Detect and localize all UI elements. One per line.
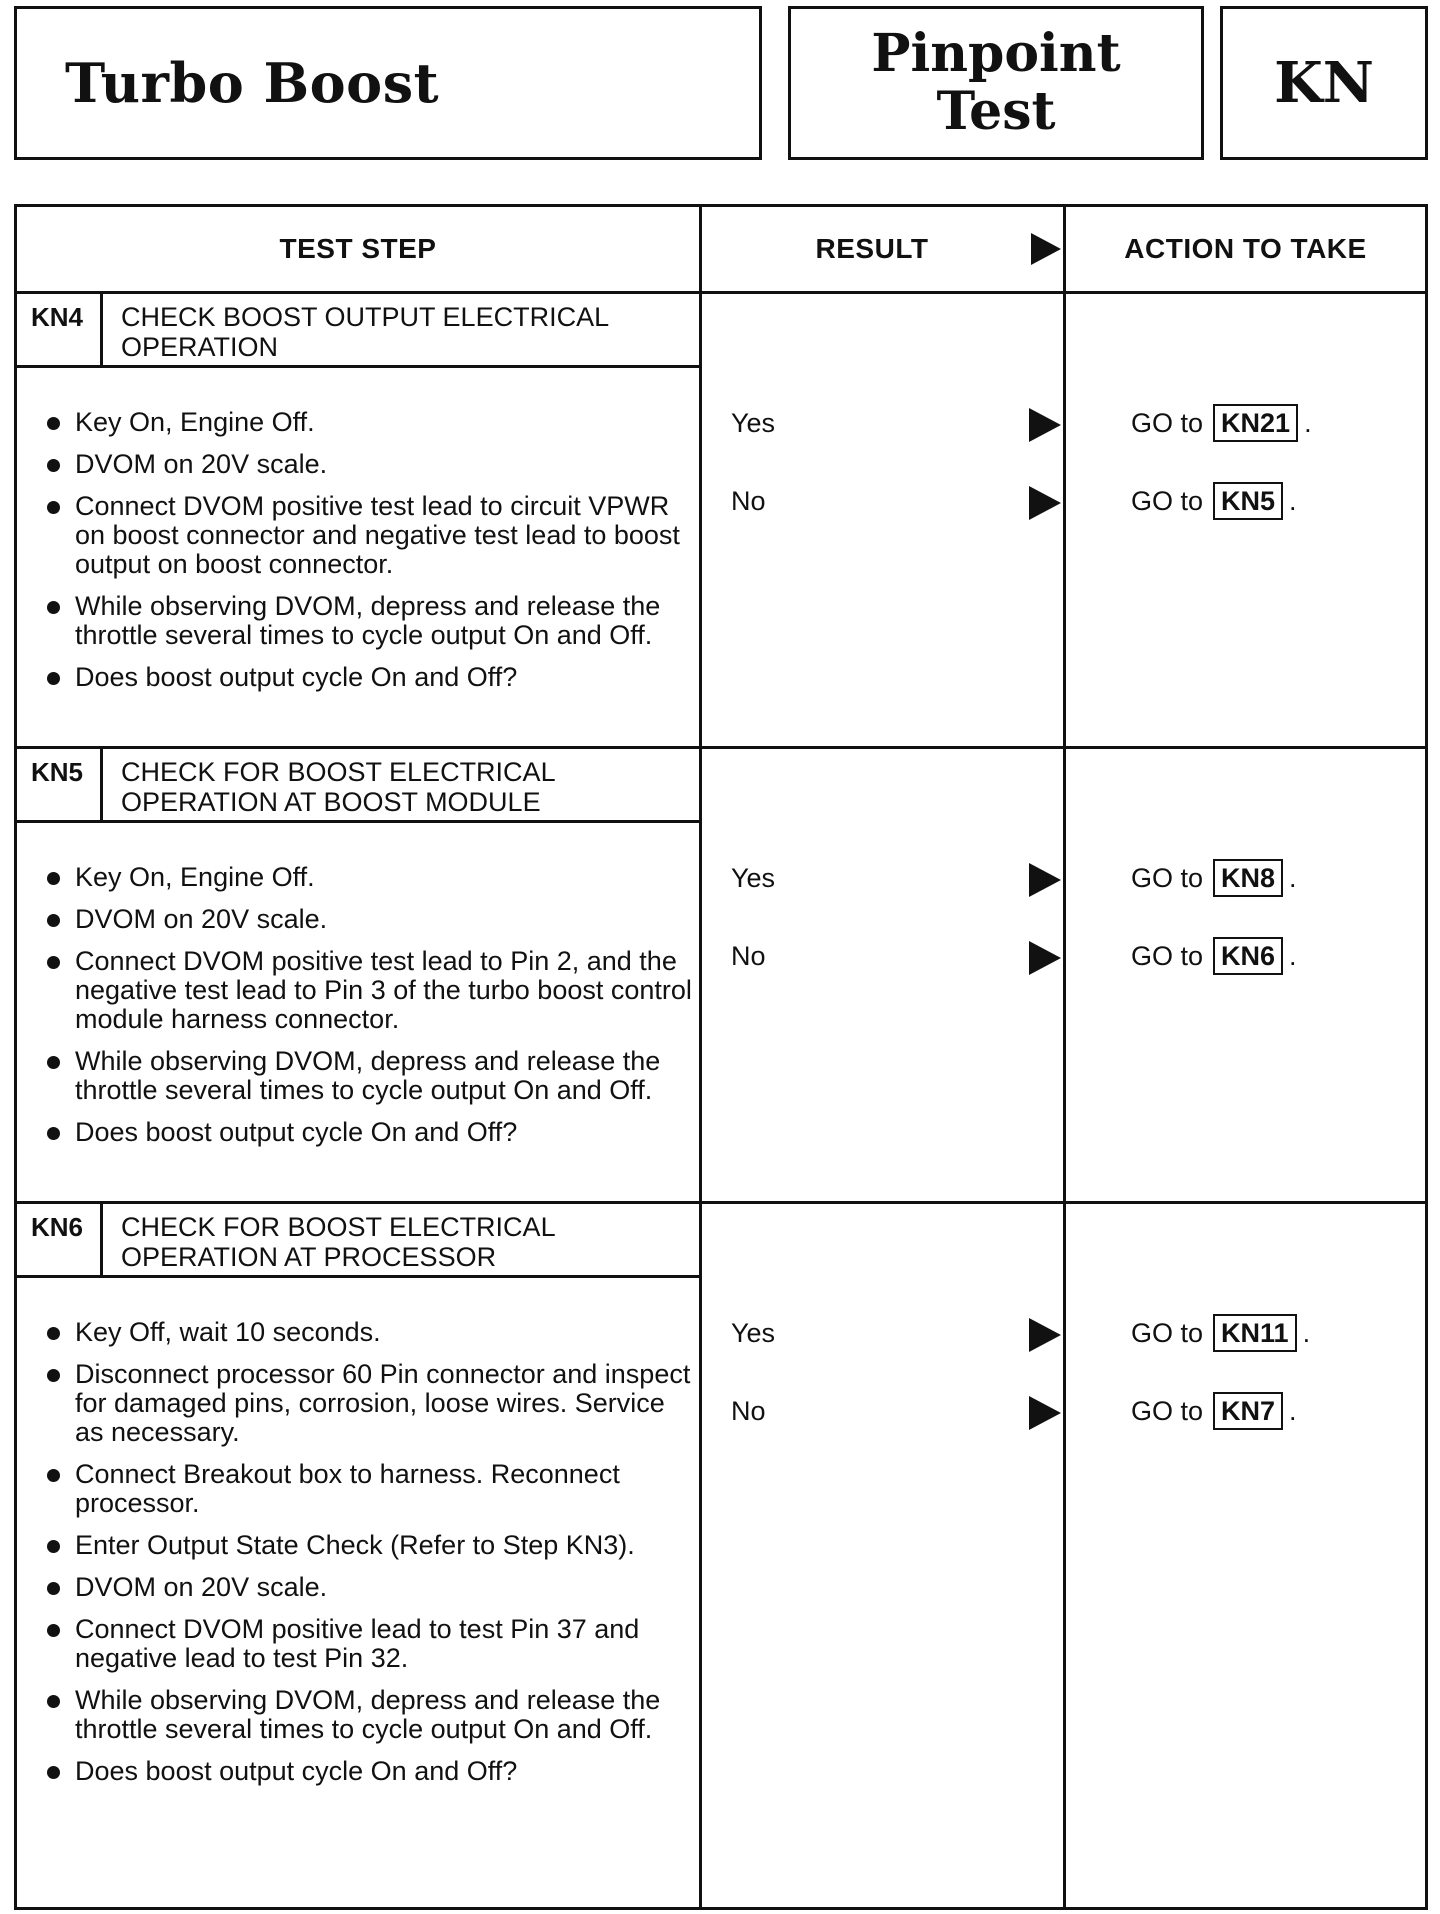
list-item: While observing DVOM, depress and release the throttle several times to cycle output On and Off.	[43, 592, 693, 650]
period: .	[1289, 862, 1297, 893]
pinpoint-test-box	[788, 6, 1204, 160]
list-item: Does boost output cycle On and Off?	[43, 1118, 693, 1147]
list-item: DVOM on 20V scale.	[43, 450, 693, 479]
period: .	[1289, 485, 1297, 516]
action-no	[1131, 937, 1297, 975]
list-item: Disconnect processor 60 Pin connector and inspect for damaged pins, corrosion, loose wires. Service as necessary.	[43, 1360, 693, 1447]
list-item: While observing DVOM, depress and release the throttle several times to cycle output On and Off.	[43, 1686, 693, 1744]
period: .	[1304, 407, 1312, 438]
step-id: KN4	[17, 294, 103, 365]
result-no: No	[731, 486, 766, 516]
page-title: Turbo Boost	[65, 51, 440, 115]
arrow-icon	[1029, 863, 1061, 897]
result-yes: Yes	[731, 1318, 776, 1348]
list-item: Connect DVOM positive test lead to circuit VPWR on boost connector and negative test lead to boost output on boost connector.	[43, 492, 693, 579]
step-section-kn6	[17, 1204, 1425, 1907]
step-header	[17, 294, 699, 368]
test-code-box	[1220, 6, 1428, 160]
step-title: CHECK FOR BOOST ELECTRICAL OPERATION AT PROCESSOR	[121, 1212, 555, 1272]
list-item: Does boost output cycle On and Off?	[43, 1757, 693, 1786]
result-yes: Yes	[731, 408, 776, 438]
pinpoint-table	[14, 204, 1428, 1910]
result-no: No	[731, 941, 766, 971]
period: .	[1302, 1317, 1311, 1348]
result-no: No	[731, 1396, 766, 1426]
list-item: Enter Output State Check (Refer to Step KN3).	[43, 1531, 693, 1560]
arrow-icon	[1029, 408, 1061, 442]
step-reference: KN11	[1213, 1314, 1297, 1352]
list-item: Connect DVOM positive test lead to Pin 2, and the negative test lead to Pin 3 of the turbo boost control module harness connector.	[43, 947, 693, 1034]
go-to-label: GO to	[1131, 485, 1204, 516]
step-instructions	[43, 408, 693, 705]
step-reference: KN6	[1213, 937, 1283, 975]
list-item: Does boost output cycle On and Off?	[43, 663, 693, 692]
result-yes: Yes	[731, 863, 776, 893]
action-yes	[1131, 1314, 1310, 1352]
title-box	[14, 6, 762, 160]
list-item: DVOM on 20V scale.	[43, 1573, 693, 1602]
action-no	[1131, 1392, 1297, 1430]
arrow-icon	[1029, 1396, 1061, 1430]
test-code: KN	[1274, 50, 1374, 116]
step-instructions	[43, 863, 693, 1160]
arrow-icon	[1029, 941, 1061, 975]
step-header	[17, 1204, 699, 1278]
column-test-step: TEST STEP	[279, 233, 437, 264]
action-no	[1131, 482, 1297, 520]
pinpoint-label: Pinpoint	[871, 23, 1121, 84]
step-header	[17, 749, 699, 823]
list-item: Connect Breakout box to harness. Reconnect processor.	[43, 1460, 693, 1518]
list-item: Connect DVOM positive lead to test Pin 37 and negative lead to test Pin 32.	[43, 1615, 693, 1673]
step-reference: KN5	[1213, 482, 1283, 520]
step-section-kn5	[17, 749, 1425, 1201]
arrow-icon	[1029, 486, 1061, 520]
go-to-label: GO to	[1131, 1395, 1204, 1426]
go-to-label: GO to	[1131, 940, 1204, 971]
arrow-icon	[1029, 1318, 1061, 1352]
action-yes	[1131, 859, 1297, 897]
column-action: ACTION TO TAKE	[1124, 233, 1367, 264]
list-item: Key On, Engine Off.	[43, 408, 693, 437]
list-item: Key Off, wait 10 seconds.	[43, 1318, 693, 1347]
step-id: KN5	[17, 749, 103, 820]
go-to-label: GO to	[1131, 407, 1204, 438]
go-to-label: GO to	[1131, 1317, 1204, 1348]
step-reference: KN8	[1213, 859, 1283, 897]
period: .	[1289, 940, 1297, 971]
step-section-kn4	[17, 294, 1425, 746]
step-id: KN6	[17, 1204, 103, 1275]
period: .	[1289, 1395, 1297, 1426]
step-title: CHECK FOR BOOST ELECTRICAL OPERATION AT BOOST MODULE	[121, 757, 555, 817]
go-to-label: GO to	[1131, 862, 1204, 893]
step-reference: KN21	[1213, 404, 1298, 442]
list-item: DVOM on 20V scale.	[43, 905, 693, 934]
column-result: RESULT	[815, 233, 929, 264]
list-item: Key On, Engine Off.	[43, 863, 693, 892]
step-instructions	[43, 1318, 693, 1799]
list-item: While observing DVOM, depress and release the throttle several times to cycle output On and Off.	[43, 1047, 693, 1105]
action-yes	[1131, 404, 1312, 442]
step-reference: KN7	[1213, 1392, 1283, 1430]
result-arrow-icon	[1031, 233, 1061, 265]
test-label: Test	[936, 81, 1056, 142]
step-title: CHECK BOOST OUTPUT ELECTRICAL OPERATION	[121, 302, 609, 362]
